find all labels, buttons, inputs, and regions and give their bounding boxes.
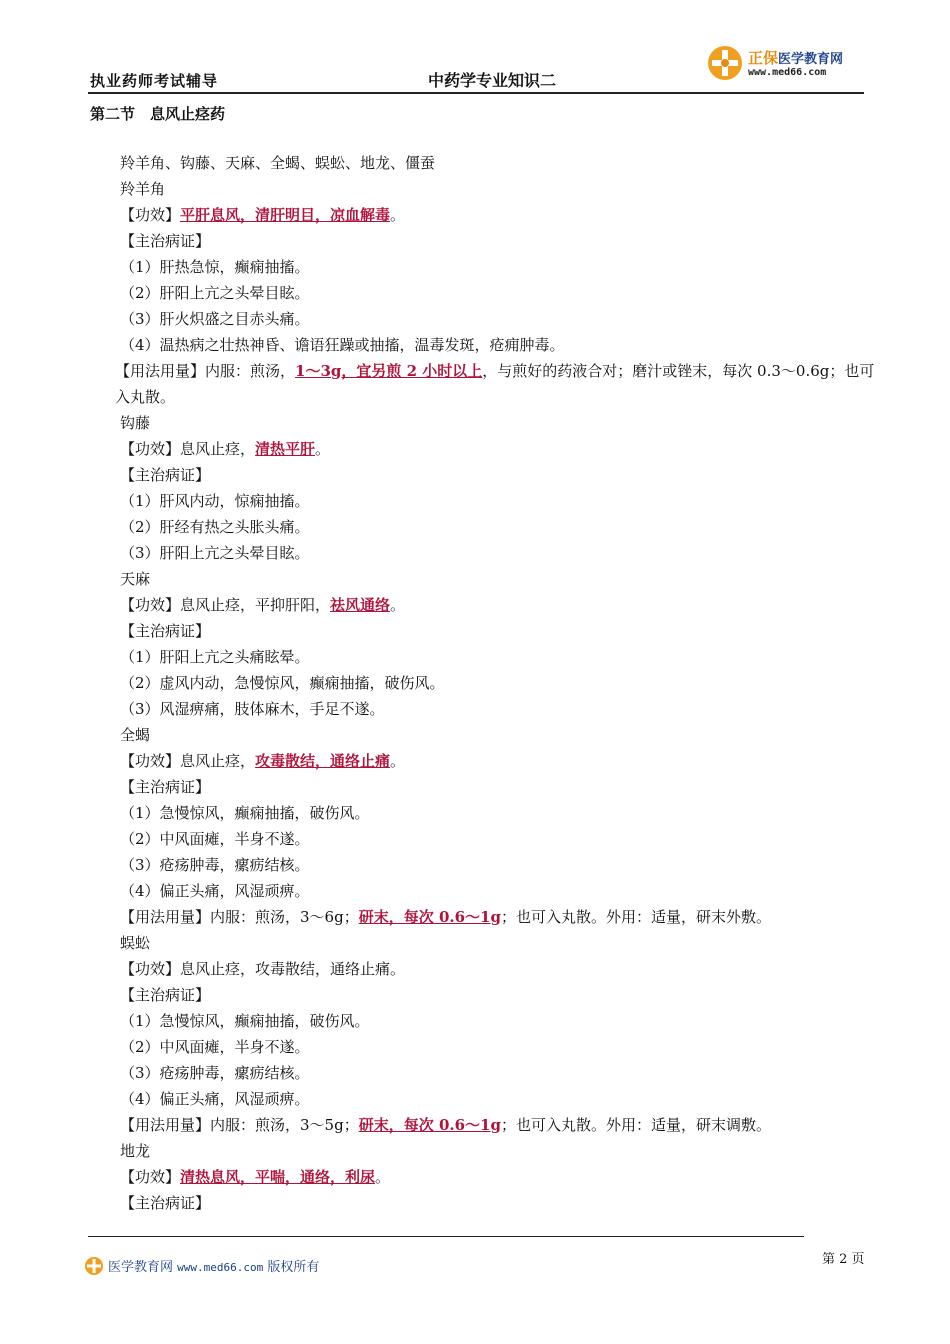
gongxiao-gouteng	[120, 436, 880, 462]
gongxiao-quanxie	[120, 748, 880, 774]
zhuzhi-label: 【主治病证】	[120, 986, 211, 1004]
gongxiao-label: 【功效】	[120, 440, 181, 458]
footer-url[interactable]: www.med66.com	[177, 1261, 264, 1274]
herb-name-dilong: 地龙	[120, 1142, 151, 1160]
gongxiao-tianma	[120, 592, 880, 618]
zhuzhi-item: （3）疮疡肿毒，瘰疬结核。	[120, 856, 310, 874]
main-content	[115, 150, 880, 1216]
gongxiao-label: 【功效】	[120, 596, 181, 614]
herb-name-lingyangjiao: 羚羊角	[120, 180, 166, 198]
gongxiao-highlight: 清热平肝	[255, 440, 316, 458]
gongxiao-highlight: 清热息风，平喘，通络，利尿	[180, 1168, 376, 1186]
zhuzhi-item: （1）肝风内动，惊痫抽搐。	[120, 492, 310, 510]
gongxiao-text: 息风止痉，攻毒散结，通络止痛。	[180, 960, 406, 978]
logo-emblem-icon	[706, 44, 744, 82]
herb-name-tianma: 天麻	[120, 570, 151, 588]
gongxiao-highlight: 祛风通络	[330, 596, 391, 614]
gongxiao-pre: 息风止痉，平抑肝阳，	[180, 596, 331, 614]
header-course-title: 执业药师考试辅导	[90, 72, 219, 90]
logo-brand	[748, 47, 843, 68]
gongxiao-highlight: 攻毒散结，通络止痛	[255, 752, 391, 770]
footer-brand: 医学教育网	[108, 1260, 174, 1275]
zhuzhi-item: （3）肝阳上亢之头晕目眩。	[120, 544, 310, 562]
zhuzhi-item: （4）偏正头痛，风湿顽痹。	[120, 1090, 310, 1108]
zhuzhi-label: 【主治病证】	[120, 466, 211, 484]
yongfa-label: 【用法用量】	[120, 1116, 211, 1134]
yongfa-highlight: 研末，每次 0.6～1g	[358, 1116, 501, 1134]
gongxiao-label: 【功效】	[120, 960, 181, 978]
yongfa-highlight: 研末，每次 0.6～1g	[358, 908, 501, 926]
zhuzhi-item: （4）偏正头痛，风湿顽痹。	[120, 882, 310, 900]
zhuzhi-label: 【主治病证】	[120, 232, 211, 250]
yongfa-post: ；也可入丸散。外用：适量，研末调敷。	[500, 1116, 771, 1134]
gongxiao-dilong	[120, 1164, 880, 1190]
period: 。	[390, 752, 406, 770]
gongxiao-label: 【功效】	[120, 206, 181, 224]
zhuzhi-item: （2）虚风内动，急慢惊风，癫痫抽搐，破伤风。	[120, 674, 445, 692]
period: 。	[390, 206, 406, 224]
yongfa-pre: 内服：煎汤，3～5g；	[210, 1116, 359, 1134]
section-title: 第二节 息风止痉药	[90, 105, 226, 123]
zhuzhi-item: （2）中风面瘫，半身不遂。	[120, 830, 310, 848]
zhuzhi-item: （3）疮疡肿毒，瘰疬结核。	[120, 1064, 310, 1082]
period: 。	[390, 596, 406, 614]
yongfa-post: ；也可入丸散。外用：适量，研末外敷。	[500, 908, 771, 926]
herb-name-wugong: 蜈蚣	[120, 934, 151, 952]
zhuzhi-item: （1）急慢惊风，癫痫抽搐，破伤风。	[120, 1012, 370, 1030]
gongxiao-pre: 息风止痉，	[180, 752, 256, 770]
gongxiao-highlight: 平肝息风，清肝明目，凉血解毒	[180, 206, 391, 224]
gongxiao-wugong	[120, 956, 880, 982]
yongfa-pre: 内服：煎汤，	[205, 362, 296, 380]
footer-logo-icon	[84, 1256, 104, 1276]
footer-divider	[88, 1236, 804, 1237]
zhuzhi-item: （4）温热病之壮热神昏、谵语狂躁或抽搐，温毒发斑，疮痈肿毒。	[120, 336, 565, 354]
gongxiao-pre: 息风止痉，	[180, 440, 256, 458]
footer-copyright	[108, 1256, 319, 1275]
page-number: 第 2 页	[822, 1252, 865, 1267]
yongfa-label: 【用法用量】	[115, 362, 206, 380]
period: 。	[375, 1168, 391, 1186]
logo-brand-sub: 医学教育网	[778, 52, 844, 67]
zhuzhi-item: （2）肝经有热之头胀头痛。	[120, 518, 310, 536]
logo-url: www.med66.com	[748, 67, 827, 78]
zhuzhi-item: （1）肝阳上亢之头痛眩晕。	[120, 648, 310, 666]
zhuzhi-label: 【主治病证】	[120, 778, 211, 796]
herb-name-quanxie: 全蝎	[120, 726, 151, 744]
zhuzhi-item: （1）急慢惊风，癫痫抽搐，破伤风。	[120, 804, 370, 822]
brand-logo	[706, 44, 866, 84]
zhuzhi-label: 【主治病证】	[120, 1194, 211, 1212]
footer-rights: 版权所有	[267, 1260, 320, 1275]
gongxiao-label: 【功效】	[120, 1168, 181, 1186]
yongfa-highlight: 1～3g，宜另煎 2 小时以上	[295, 362, 483, 380]
yongfa-quanxie	[120, 904, 880, 930]
zhuzhi-item: （3）肝火炽盛之目赤头痛。	[120, 310, 310, 328]
yongfa-label: 【用法用量】	[120, 908, 211, 926]
zhuzhi-item: （1）肝热急惊，癫痫抽搐。	[120, 258, 310, 276]
gongxiao-label: 【功效】	[120, 752, 181, 770]
header-subject-title: 中药学专业知识二	[428, 71, 557, 90]
period: 。	[315, 440, 331, 458]
yongfa-wugong	[120, 1112, 880, 1138]
header-divider	[88, 92, 864, 94]
zhuzhi-item: （2）肝阳上亢之头晕目眩。	[120, 284, 310, 302]
drug-list: 羚羊角、钩藤、天麻、全蝎、蜈蚣、地龙、僵蚕	[120, 154, 436, 172]
gongxiao-lingyangjiao	[120, 202, 880, 228]
zhuzhi-label: 【主治病证】	[120, 622, 211, 640]
herb-name-gouteng: 钩藤	[120, 414, 151, 432]
zhuzhi-item: （2）中风面瘫，半身不遂。	[120, 1038, 310, 1056]
zhuzhi-item: （3）风湿痹痛，肢体麻木，手足不遂。	[120, 700, 385, 718]
yongfa-lingyangjiao	[115, 358, 880, 410]
yongfa-post: ，与煎好的药液合对；磨汁或锉末，每次 0.3～0.6g；也可入丸散。	[115, 362, 875, 406]
logo-brand-name: 正保	[748, 49, 779, 67]
yongfa-pre: 内服：煎汤，3～6g；	[210, 908, 359, 926]
